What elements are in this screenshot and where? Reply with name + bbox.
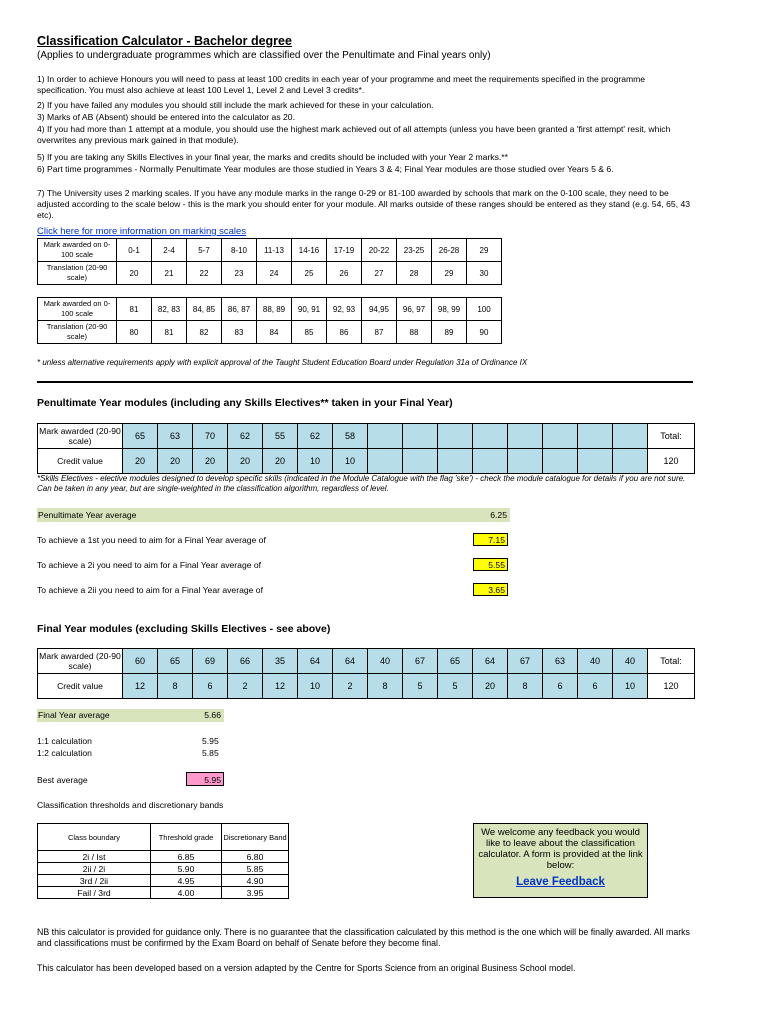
best-average-label: Best average <box>37 775 88 785</box>
credit-input[interactable]: 12 <box>123 674 158 699</box>
mark-input[interactable]: 69 <box>193 649 228 674</box>
threshold-cell: 2i / Ist <box>38 851 151 863</box>
threshold-header: Threshold grade <box>151 824 222 851</box>
scale-label: Mark awarded on 0-100 scale <box>38 298 117 321</box>
credit-input[interactable] <box>403 449 438 474</box>
total-label: Total: <box>648 424 695 449</box>
feedback-box <box>473 823 648 898</box>
scale-cell: 96, 97 <box>397 298 432 321</box>
mark-input[interactable] <box>578 424 613 449</box>
credit-total: 120 <box>648 449 695 474</box>
credit-input[interactable] <box>473 449 508 474</box>
credit-input[interactable]: 10 <box>298 449 333 474</box>
mark-input[interactable]: 65 <box>123 424 158 449</box>
mark-input[interactable]: 60 <box>123 649 158 674</box>
mark-input[interactable] <box>543 424 578 449</box>
scale-cell: 87 <box>362 321 397 344</box>
credit-input[interactable]: 10 <box>333 449 368 474</box>
scale-cell: 24 <box>257 262 292 285</box>
final-average-bar <box>37 709 224 722</box>
scale-cell: 100 <box>467 298 502 321</box>
ordinance-footnote: * unless alternative requirements apply with explicit approval of the Taught Student Education Board under Regulation 31a of Ordinance IX <box>37 358 528 367</box>
scale-cell: 98, 99 <box>432 298 467 321</box>
threshold-cell: 4.00 <box>151 887 222 899</box>
credit-input[interactable]: 10 <box>613 674 648 699</box>
credit-input[interactable]: 20 <box>263 449 298 474</box>
credit-input[interactable]: 10 <box>298 674 333 699</box>
threshold-cell: 5.85 <box>222 863 289 875</box>
calc-11-label: 1:1 calculation <box>37 736 92 746</box>
penultimate-average-bar <box>37 508 510 522</box>
credit-input[interactable]: 6 <box>578 674 613 699</box>
mark-input[interactable]: 65 <box>158 649 193 674</box>
credit-input[interactable] <box>438 449 473 474</box>
scale-cell: 20-22 <box>362 239 397 262</box>
mark-input[interactable]: 40 <box>578 649 613 674</box>
credit-input[interactable]: 2 <box>333 674 368 699</box>
instruction-7: 7) The University uses 2 marking scales. If you have any module marks in the range 0-29 or 81-100 awarded by schools that mark on the 0-100 scale, they need to be adjusted according to the scale below - this is the mark you should enter for your module. All marks outside of these ranges should be entered as they stand (e.g. 54, 65, 43 etc). <box>37 188 691 220</box>
credit-input[interactable] <box>613 449 648 474</box>
thresholds-heading: Classification thresholds and discretionary bands <box>37 800 224 810</box>
mark-input[interactable]: 65 <box>438 649 473 674</box>
section-divider <box>37 381 693 383</box>
scale-cell: 26 <box>327 262 362 285</box>
scale-cell: 82 <box>187 321 222 344</box>
skills-electives-note: *Skills Electives - elective modules designed to develop specific skills (indicated in the Module Catalogue with the flag 'ske') - check the module catalogue for details if you are not sure. Can be taken in any year, but are single-weighted in the classification algorithm, regardless of level. <box>37 474 686 493</box>
threshold-cell: 4.90 <box>222 875 289 887</box>
mark-input[interactable]: 67 <box>508 649 543 674</box>
threshold-cell: Fail / 3rd <box>38 887 151 899</box>
credit-input[interactable] <box>508 449 543 474</box>
scale-cell: 27 <box>362 262 397 285</box>
aim-2i-label: To achieve a 2i you need to aim for a Final Year average of <box>37 560 262 570</box>
scale-cell: 22 <box>187 262 222 285</box>
credit-input[interactable]: 8 <box>368 674 403 699</box>
mark-input[interactable] <box>508 424 543 449</box>
credit-input[interactable]: 5 <box>403 674 438 699</box>
mark-input[interactable] <box>368 424 403 449</box>
credit-row-label: Credit value <box>38 674 123 699</box>
scale-cell: 2-4 <box>152 239 187 262</box>
scale-cell: 85 <box>292 321 327 344</box>
aim-2i-value: 5.55 <box>473 558 508 571</box>
marking-scales-link[interactable]: Click here for more information on marking scales <box>37 226 247 237</box>
credit-input[interactable]: 20 <box>193 449 228 474</box>
penultimate-average-value: 6.25 <box>490 510 507 520</box>
penultimate-heading: Penultimate Year modules (including any Skills Electives** taken in your Final Year) <box>37 397 453 409</box>
credit-input[interactable]: 20 <box>158 449 193 474</box>
scale-cell: 5-7 <box>187 239 222 262</box>
scale-cell: 80 <box>117 321 152 344</box>
mark-input[interactable]: 67 <box>403 649 438 674</box>
credit-input[interactable] <box>368 449 403 474</box>
nb-disclaimer: NB this calculator is provided for guidance only. There is no guarantee that the classification calculated by this method is the one which will be finally awarded. All marks and classifications must be confirmed by the Exam Board on behalf of Senate before they become final. <box>37 927 690 948</box>
marking-scale-table-low <box>37 238 502 285</box>
mark-input[interactable] <box>473 424 508 449</box>
mark-input[interactable]: 40 <box>368 649 403 674</box>
scale-cell: 81 <box>117 298 152 321</box>
mark-input[interactable]: 63 <box>543 649 578 674</box>
credit-input[interactable]: 8 <box>508 674 543 699</box>
threshold-cell: 3.95 <box>222 887 289 899</box>
scale-cell: 90 <box>467 321 502 344</box>
credit-input[interactable]: 20 <box>473 674 508 699</box>
scale-cell: 84, 85 <box>187 298 222 321</box>
feedback-text: We welcome any feedback you would like to leave about the classification calculator. A form is provided at the link below: <box>478 827 643 871</box>
mark-input[interactable] <box>613 424 648 449</box>
scale-cell: 14-16 <box>292 239 327 262</box>
credit-input[interactable]: 12 <box>263 674 298 699</box>
threshold-cell: 3rd / 2ii <box>38 875 151 887</box>
mark-input[interactable] <box>438 424 473 449</box>
final-average-value: 5.66 <box>204 710 221 720</box>
mark-input[interactable]: 40 <box>613 649 648 674</box>
calc-12-label: 1:2 calculation <box>37 748 92 758</box>
mark-input[interactable]: 62 <box>298 424 333 449</box>
instruction-5: 5) If you are taking any Skills Electives in your final year, the marks and credits should be included with your Year 2 marks.** <box>37 152 508 162</box>
best-average-value: 5.95 <box>186 772 224 786</box>
scale-cell: 92, 93 <box>327 298 362 321</box>
mark-input[interactable] <box>403 424 438 449</box>
scale-cell: 81 <box>152 321 187 344</box>
threshold-cell: 4.95 <box>151 875 222 887</box>
aim-first-value: 7.15 <box>473 533 508 546</box>
penultimate-modules-table <box>37 423 695 474</box>
scale-label: Translation (20-90 scale) <box>38 262 117 285</box>
credit-total: 120 <box>648 674 695 699</box>
mark-input[interactable]: 70 <box>193 424 228 449</box>
aim-2ii-label: To achieve a 2ii you need to aim for a Final Year average of <box>37 585 263 595</box>
scale-cell: 88 <box>397 321 432 344</box>
scale-cell: 89 <box>432 321 467 344</box>
mark-input[interactable]: 63 <box>158 424 193 449</box>
scale-cell: 84 <box>257 321 292 344</box>
page-subtitle: (Applies to undergraduate programmes which are classified over the Penultimate and Final years only) <box>37 50 491 61</box>
credit-input[interactable]: 6 <box>193 674 228 699</box>
instruction-3: 3) Marks of AB (Absent) should be entered into the calculator as 20. <box>37 112 295 122</box>
page-title: Classification Calculator - Bachelor degree <box>37 34 292 48</box>
threshold-cell: 5.90 <box>151 863 222 875</box>
leave-feedback-link[interactable]: Leave Feedback <box>516 876 605 888</box>
credit-input[interactable]: 8 <box>158 674 193 699</box>
scale-cell: 88, 89 <box>257 298 292 321</box>
scale-cell: 20 <box>117 262 152 285</box>
scale-cell: 8-10 <box>222 239 257 262</box>
scale-cell: 83 <box>222 321 257 344</box>
credit-input[interactable]: 20 <box>123 449 158 474</box>
scale-label: Translation (20-90 scale) <box>38 321 117 344</box>
penultimate-average-label: Penultimate Year average <box>38 510 137 520</box>
credit-input[interactable]: 6 <box>543 674 578 699</box>
mark-input[interactable]: 64 <box>298 649 333 674</box>
scale-cell: 90, 91 <box>292 298 327 321</box>
developer-note: This calculator has been developed based on a version adapted by the Centre for Sports Science from an original Business School model. <box>37 963 576 973</box>
instruction-1: 1) In order to achieve Honours you will need to pass at least 100 credits in each year of your programme and meet the requirements specified in the programme specification. You must also achieve at least 100 Level 1, Level 2 and Level 3 credits*. <box>37 74 646 95</box>
credit-input[interactable] <box>543 449 578 474</box>
instruction-4: 4) If you had more than 1 attempt at a module, you should use the highest mark achieved out of all attempts (unless you have been granted a 'first attempt' resit, which overwrites any previous mark gained in that module). <box>37 124 671 145</box>
mark-row-label: Mark awarded (20-90 scale) <box>38 424 123 449</box>
scale-cell: 86 <box>327 321 362 344</box>
thresholds-table <box>37 823 289 899</box>
aim-first-label: To achieve a 1st you need to aim for a Final Year average of <box>37 535 266 545</box>
scale-cell: 0-1 <box>117 239 152 262</box>
mark-input[interactable]: 66 <box>228 649 263 674</box>
threshold-cell: 2ii / 2i <box>38 863 151 875</box>
credit-row-label: Credit value <box>38 449 123 474</box>
scale-cell: 17-19 <box>327 239 362 262</box>
scale-cell: 29 <box>432 262 467 285</box>
aim-2ii-value: 3.65 <box>473 583 508 596</box>
mark-row-label: Mark awarded (20-90 scale) <box>38 649 123 674</box>
mark-input[interactable]: 35 <box>263 649 298 674</box>
scale-cell: 30 <box>467 262 502 285</box>
mark-input[interactable]: 58 <box>333 424 368 449</box>
threshold-cell: 6.85 <box>151 851 222 863</box>
mark-input[interactable]: 64 <box>473 649 508 674</box>
scale-cell: 26-28 <box>432 239 467 262</box>
scale-cell: 86, 87 <box>222 298 257 321</box>
total-label: Total: <box>648 649 695 674</box>
calc-12-value: 5.85 <box>202 748 219 758</box>
instruction-6: 6) Part time programmes - Normally Penultimate Year modules are those studied in Years 3 & 4; Final Year modules are those studied over Years 5 & 6. <box>37 164 614 174</box>
scale-cell: 11-13 <box>257 239 292 262</box>
instruction-2: 2) If you have failed any modules you should still include the mark achieved for these in your calculation. <box>37 100 434 110</box>
calc-11-value: 5.95 <box>202 736 219 746</box>
scale-cell: 23-25 <box>397 239 432 262</box>
threshold-header: Discretionary Band <box>222 824 289 851</box>
final-average-label: Final Year average <box>38 710 110 720</box>
scale-label: Mark awarded on 0-100 scale <box>38 239 117 262</box>
mark-input[interactable]: 55 <box>263 424 298 449</box>
scale-cell: 94,95 <box>362 298 397 321</box>
final-heading: Final Year modules (excluding Skills Electives - see above) <box>37 623 331 635</box>
scale-cell: 29 <box>467 239 502 262</box>
credit-input[interactable]: 2 <box>228 674 263 699</box>
credit-input[interactable]: 20 <box>228 449 263 474</box>
scale-cell: 28 <box>397 262 432 285</box>
credit-input[interactable] <box>578 449 613 474</box>
final-modules-table <box>37 648 695 699</box>
scale-cell: 82, 83 <box>152 298 187 321</box>
scale-cell: 25 <box>292 262 327 285</box>
mark-input[interactable]: 64 <box>333 649 368 674</box>
mark-input[interactable]: 62 <box>228 424 263 449</box>
scale-cell: 23 <box>222 262 257 285</box>
credit-input[interactable]: 5 <box>438 674 473 699</box>
threshold-header: Class boundary <box>38 824 151 851</box>
marking-scale-table-high <box>37 297 502 344</box>
scale-cell: 21 <box>152 262 187 285</box>
threshold-cell: 6.80 <box>222 851 289 863</box>
